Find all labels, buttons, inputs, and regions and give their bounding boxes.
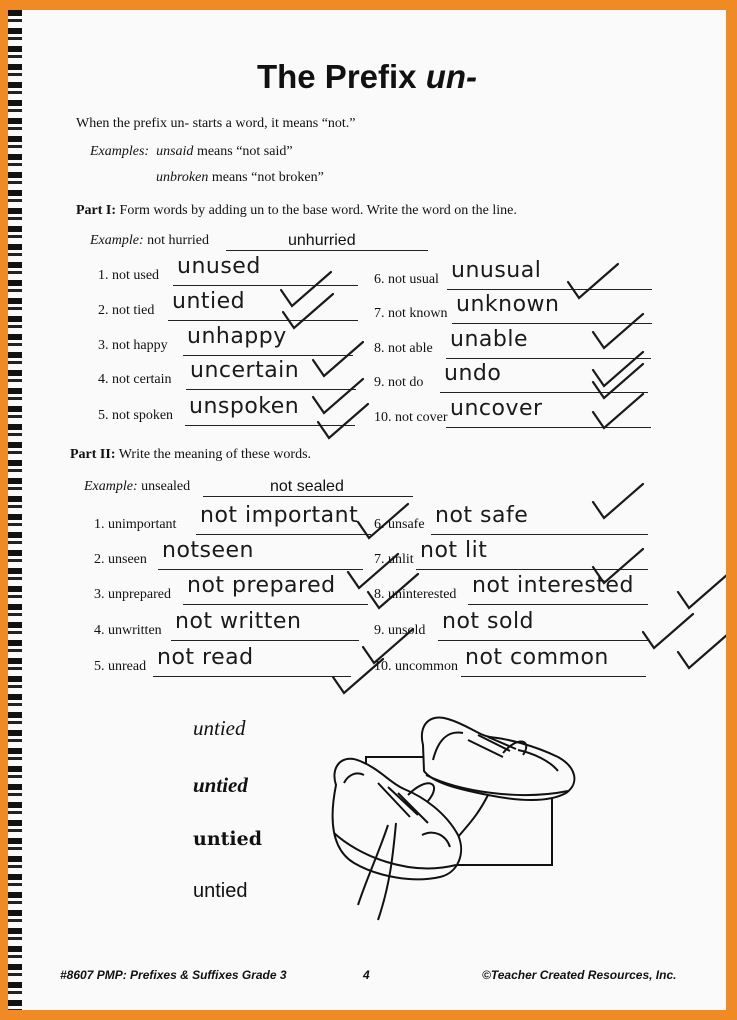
handwritten-answer: undo: [444, 361, 502, 386]
answer-line: [226, 250, 428, 251]
checkmark-icon: [278, 290, 338, 335]
checkmark-icon: [673, 630, 726, 675]
spiral-binding-edge: [8, 10, 22, 1010]
handwritten-answer: unhappy: [187, 324, 287, 349]
example-meaning: means “not said”: [196, 144, 293, 159]
handwritten-answer: not important: [200, 503, 359, 528]
untied-word-italic: untied: [193, 716, 246, 740]
checkmark-icon: [673, 570, 726, 615]
item-label: 9. not do: [374, 375, 424, 390]
item-label: 6. unsafe: [374, 517, 425, 532]
part1-header: [76, 203, 517, 219]
examples-line-2: [156, 170, 324, 186]
item-label: 2. unseen: [94, 552, 147, 567]
untied-word-plain: untied: [193, 880, 248, 902]
checkmark-icon: [563, 260, 623, 305]
answer-line: [158, 569, 363, 570]
checkmark-icon: [588, 390, 648, 435]
item-label: 8. uninterested: [374, 587, 457, 602]
examples-line-1: [90, 144, 293, 160]
part1-example: [90, 233, 209, 249]
example-meaning: means “not broken”: [211, 170, 324, 185]
item-label: 4. not certain: [98, 372, 172, 387]
answer-line: [203, 496, 413, 497]
answer-line: [468, 604, 648, 605]
handwritten-answer: untied: [172, 289, 246, 314]
untied-word-bold-italic: untied: [193, 773, 248, 797]
title-text: The Prefix: [256, 58, 426, 95]
part1-heading: Part I:: [76, 203, 117, 218]
checkmark-icon: [588, 480, 648, 525]
item-label: 7. unlit: [374, 552, 414, 567]
example-prompt: not hurried: [147, 233, 209, 248]
item-label: 3. unprepared: [94, 587, 171, 602]
handwritten-answer: unable: [450, 327, 528, 352]
example-prompt: unsealed: [141, 479, 191, 494]
title-prefix: un-: [425, 58, 478, 95]
handwritten-answer: not interested: [472, 573, 634, 598]
handwritten-answer: unused: [177, 254, 261, 279]
item-label: 10. uncommon: [374, 659, 458, 674]
example-answer: not sealed: [270, 478, 344, 495]
examples-label: Examples:: [90, 144, 150, 159]
part1-instructions: Form words by adding un to the base word. Write the word on the line.: [119, 203, 517, 218]
handwritten-answer: notseen: [162, 538, 255, 563]
example-label: Example:: [90, 233, 144, 248]
handwritten-answer: not lit: [420, 538, 488, 563]
handwritten-answer: unspoken: [189, 394, 300, 419]
item-label: 5. unread: [94, 659, 147, 674]
item-label: 6. not usual: [374, 272, 439, 287]
item-label: 7. not known: [374, 306, 448, 321]
item-label: 1. unimportant: [94, 517, 177, 532]
handwritten-answer: not safe: [435, 503, 529, 528]
handwritten-answer: not prepared: [187, 573, 336, 598]
handwritten-answer: not sold: [442, 609, 535, 634]
item-label: 5. not spoken: [98, 408, 174, 423]
answer-line: [438, 640, 648, 641]
footer-right: ©Teacher Created Resources, Inc.: [482, 968, 677, 982]
part2-example: [84, 479, 190, 495]
answer-line: [171, 640, 359, 641]
example-word: unsaid: [156, 144, 194, 159]
part2-heading: Part II:: [70, 447, 116, 462]
item-label: 1. not used: [98, 268, 160, 283]
answer-line: [183, 604, 368, 605]
untied-shoes-illustration: [318, 705, 588, 935]
answer-line: [431, 534, 648, 535]
item-label: 2. not tied: [98, 303, 155, 318]
footer-left: #8607 PMP: Prefixes & Suffixes Grade 3: [60, 968, 287, 982]
page-title: [8, 58, 726, 96]
handwritten-answer: unknown: [456, 292, 560, 317]
example-answer: unhurried: [288, 232, 356, 249]
answer-line: [153, 676, 351, 677]
untied-word-bold: untied: [193, 828, 262, 850]
intro-text: When the prefix un- starts a word, it means “not.”: [76, 116, 356, 131]
answer-line: [461, 676, 646, 677]
handwritten-answer: unusual: [451, 258, 542, 283]
example-label: Example:: [84, 479, 138, 494]
handwritten-answer: not read: [157, 645, 254, 670]
item-label: 8. not able: [374, 341, 433, 356]
item-label: 4. unwritten: [94, 623, 162, 638]
checkmark-icon: [313, 400, 373, 445]
handwritten-answer: uncertain: [190, 358, 300, 383]
footer-page-number: 4: [363, 968, 370, 982]
part2-header: [70, 447, 311, 463]
handwritten-answer: not written: [175, 609, 302, 634]
example-word: unbroken: [156, 170, 209, 185]
item-label: 9. unsold: [374, 623, 426, 638]
handwritten-answer: not common: [465, 645, 609, 670]
part2-instructions: Write the meaning of these words.: [118, 447, 312, 462]
answer-line: [196, 534, 371, 535]
item-label: 10. not cover: [374, 410, 448, 425]
handwritten-answer: uncover: [450, 396, 543, 421]
worksheet-page: [8, 10, 726, 1010]
item-label: 3. not happy: [98, 338, 168, 353]
